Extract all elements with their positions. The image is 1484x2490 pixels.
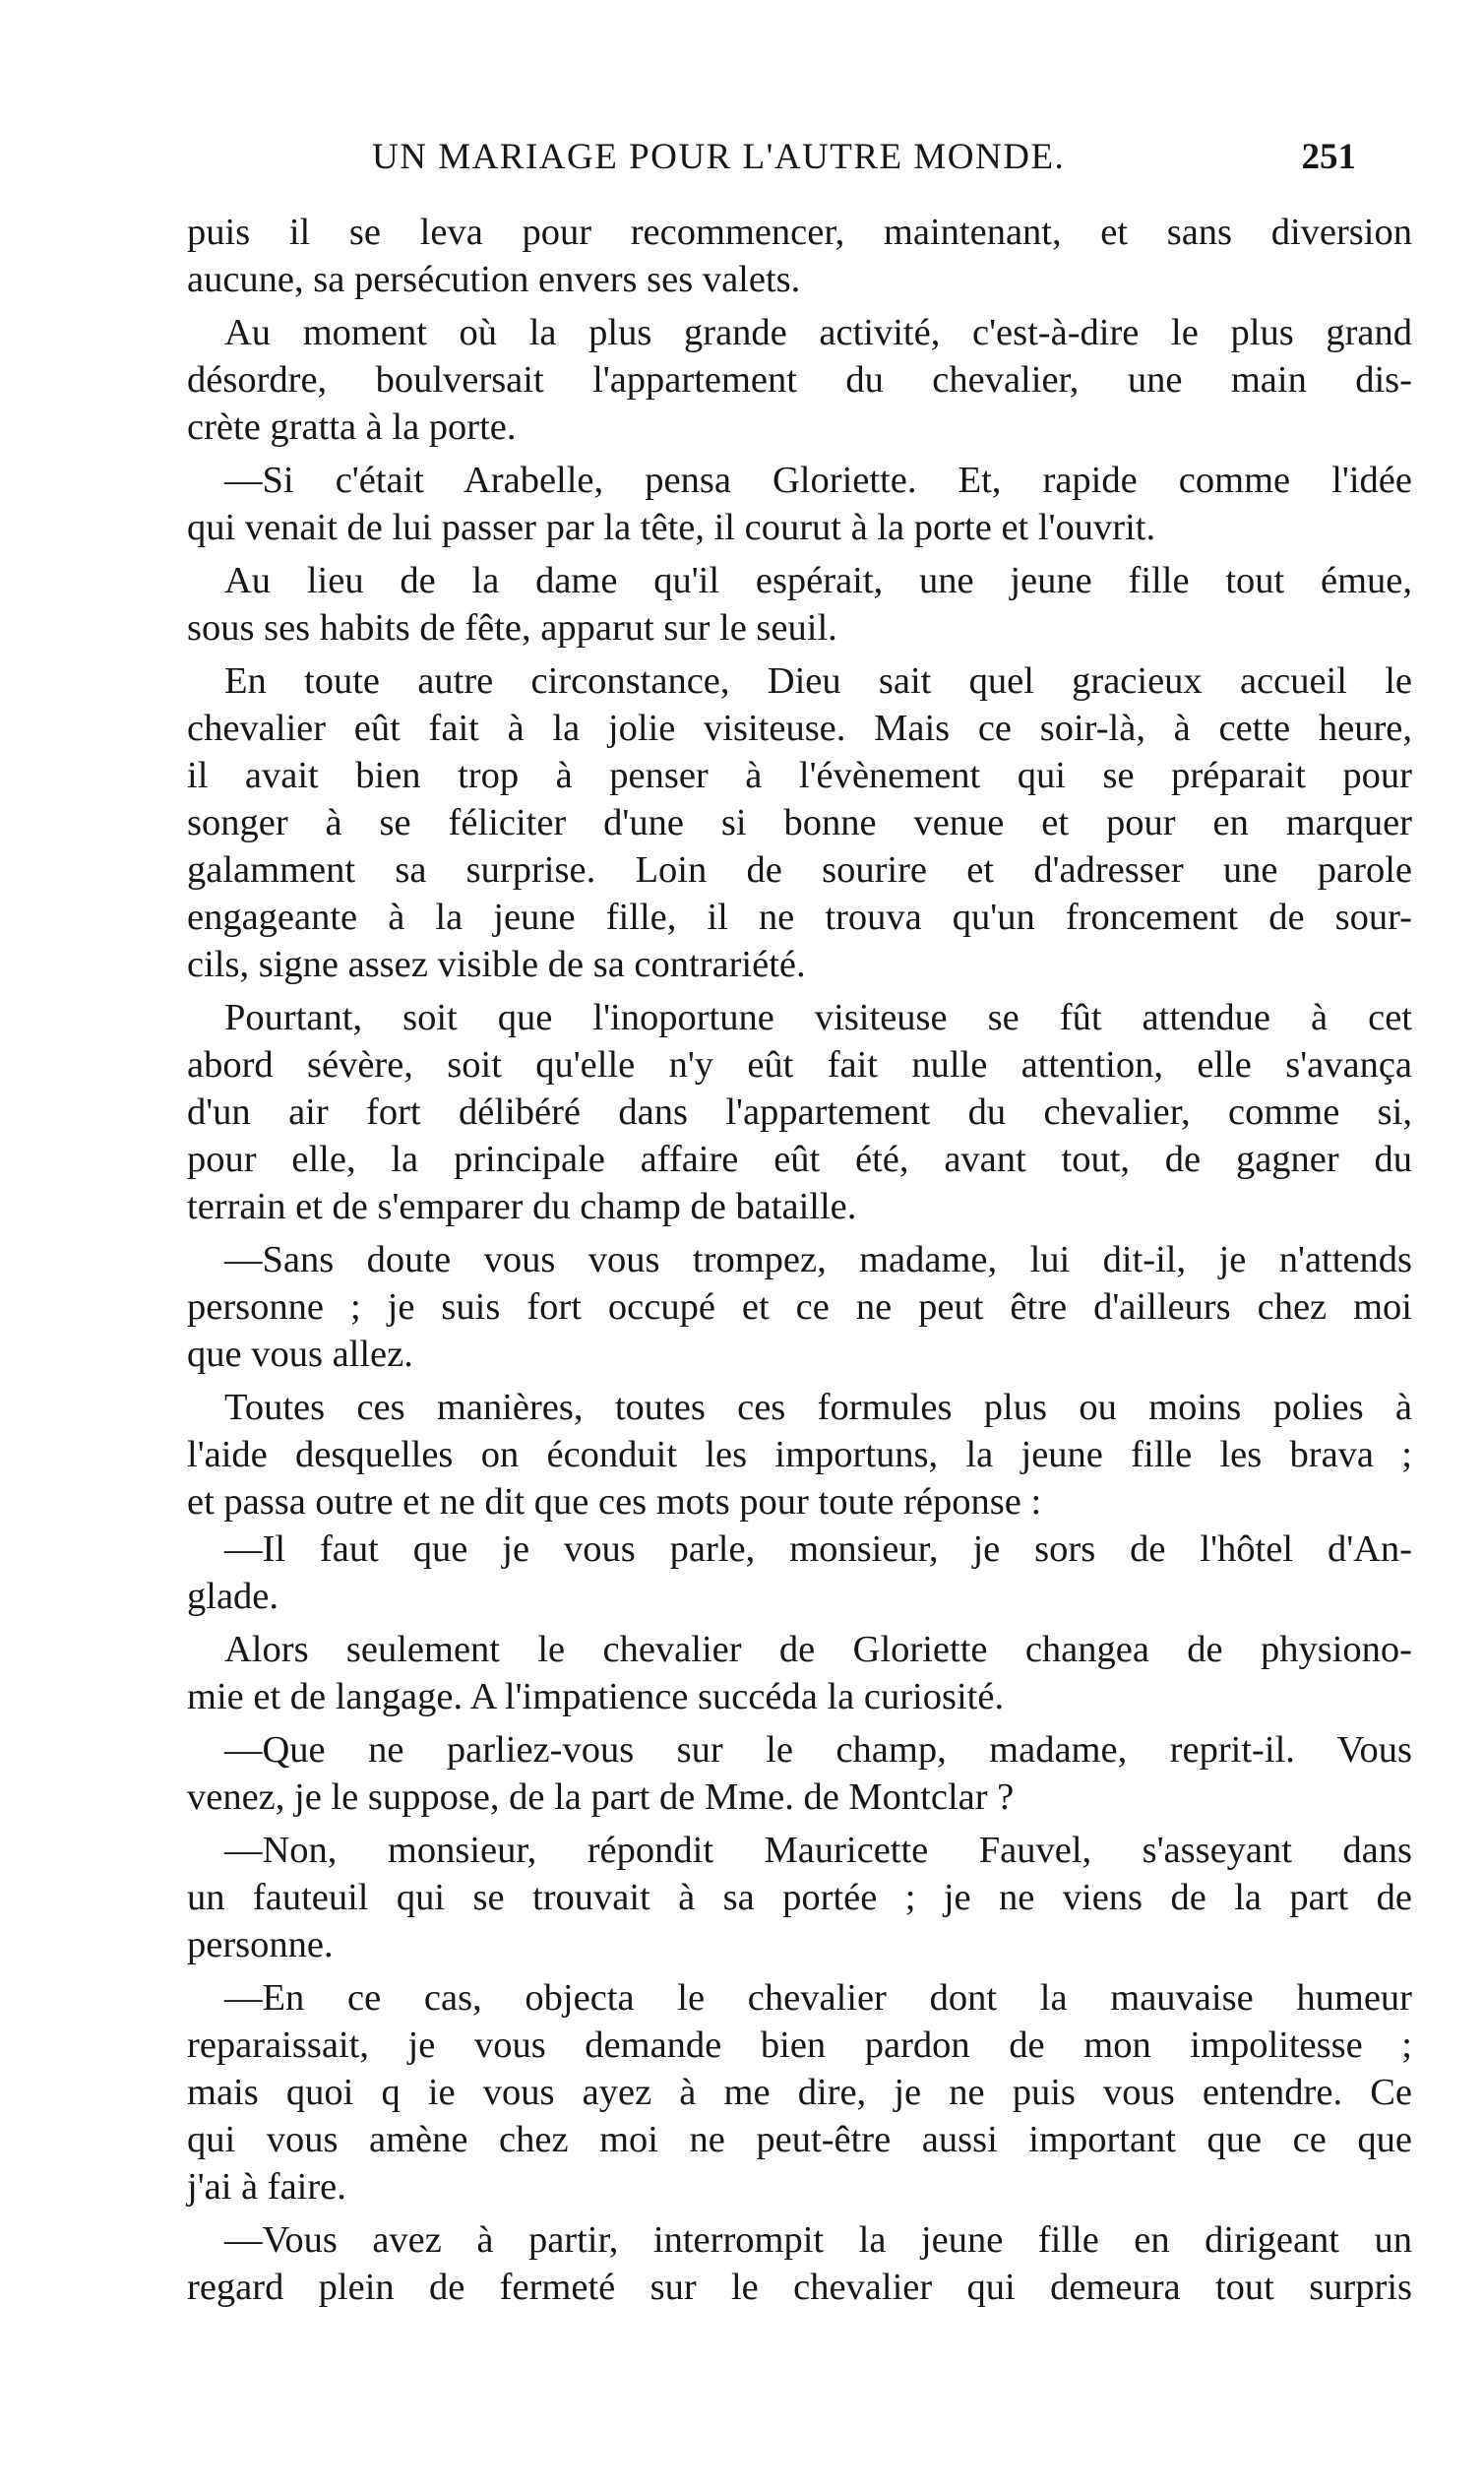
- text-line: personne ; je suis fort occupé et ce ne peut être d'ailleurs chez moi: [187, 1286, 1412, 1328]
- text-line: chevalier eût fait à la jolie visiteuse. Mais ce soir-là, à cette heure,: [187, 708, 1412, 749]
- text-line: —Que ne parliez-vous sur le champ, madame, reprit-il. Vous: [224, 1729, 1412, 1771]
- text-line: venez, je le suppose, de la part de Mme. de Montclar ?: [187, 1776, 1015, 1818]
- text-line: Alors seulement le chevalier de Gloriette changea de physiono-: [224, 1629, 1412, 1670]
- running-title: UN MARIAGE POUR L'AUTRE MONDE.: [372, 137, 1066, 177]
- text-line: qui vous amène chez moi ne peut-être aussi important que ce que: [187, 2119, 1412, 2160]
- text-line: sous ses habits de fête, apparut sur le seuil.: [187, 607, 837, 649]
- text-line: Toutes ces manières, toutes ces formules plus ou moins polies à: [224, 1387, 1412, 1428]
- text-line: crète gratta à la porte.: [187, 406, 517, 448]
- text-line: et passa outre et ne dit que ces mots pour toute réponse :: [187, 1481, 1042, 1523]
- text-line: galamment sa surprise. Loin de sourire et d'adresser une parole: [187, 849, 1412, 891]
- text-line: —Vous avez à partir, interrompit la jeune fille en dirigeant un: [224, 2219, 1412, 2261]
- text-line: abord sévère, soit qu'elle n'y eût fait nulle attention, elle s'avança: [187, 1044, 1412, 1086]
- text-line: —Il faut que je vous parle, monsieur, je sors de l'hôtel d'An-: [224, 1528, 1412, 1570]
- text-line: glade.: [187, 1576, 278, 1617]
- text-line: engageante à la jeune fille, il ne trouva qu'un froncement de sour-: [187, 897, 1412, 938]
- text-line: d'un air fort délibéré dans l'appartement du chevalier, comme si,: [187, 1091, 1412, 1133]
- text-line: songer à se féliciter d'une si bonne venue et pour en marquer: [187, 802, 1412, 843]
- text-line: qui venait de lui passer par la tête, il courut à la porte et l'ouvrit.: [187, 507, 1156, 548]
- page-header: [175, 136, 1356, 185]
- text-line: —En ce cas, objecta le chevalier dont la mauvaise humeur: [224, 1977, 1412, 2019]
- text-line: —Si c'était Arabelle, pensa Gloriette. Et, rapide comme l'idée: [224, 460, 1412, 501]
- text-line: regard plein de fermeté sur le chevalier qui demeura tout surpris: [187, 2267, 1412, 2308]
- text-line: En toute autre circonstance, Dieu sait quel gracieux accueil le: [224, 660, 1412, 702]
- text-line: mais quoi q ie vous ayez à me dire, je ne puis vous entendre. Ce: [187, 2072, 1412, 2113]
- text-line: cils, signe assez visible de sa contrariété.: [187, 944, 806, 985]
- text-line: l'aide desquelles on éconduit les importuns, la jeune fille les brava ;: [187, 1434, 1412, 1475]
- text-line: que vous allez.: [187, 1334, 413, 1375]
- text-line: reparaissait, je vous demande bien pardon de mon impolitesse ;: [187, 2024, 1412, 2066]
- text-line: pour elle, la principale affaire eût été, avant tout, de gagner du: [187, 1139, 1412, 1180]
- text-line: désordre, boulversait l'appartement du chevalier, une main dis-: [187, 359, 1412, 401]
- text-line: —Non, monsieur, répondit Mauricette Fauvel, s'asseyant dans: [224, 1830, 1412, 1871]
- text-line: terrain et de s'emparer du champ de bataille.: [187, 1186, 857, 1227]
- text-line: personne.: [187, 1924, 334, 1965]
- text-line: puis il se leva pour recommencer, maintenant, et sans diversion: [187, 212, 1412, 253]
- page-number: 251: [1301, 137, 1356, 177]
- text-line: Au moment où la plus grande activité, c'est-à-dire le plus grand: [224, 312, 1412, 353]
- text-line: Pourtant, soit que l'inoportune visiteuse se fût attendue à cet: [224, 997, 1412, 1038]
- text-line: aucune, sa persécution envers ses valets.: [187, 259, 801, 300]
- text-line: Au lieu de la dame qu'il espérait, une jeune fille tout émue,: [224, 560, 1412, 601]
- text-line: —Sans doute vous vous trompez, madame, lui dit-il, je n'attends: [224, 1239, 1412, 1280]
- text-line: un fauteuil qui se trouvait à sa portée ; je ne viens de la part de: [187, 1877, 1412, 1918]
- text-line: mie et de langage. A l'impatience succéda la curiosité.: [187, 1676, 1005, 1717]
- body-text: [187, 209, 1412, 2311]
- text-line: il avait bien trop à penser à l'évènement qui se préparait pour: [187, 755, 1412, 796]
- text-line: j'ai à faire.: [187, 2166, 346, 2208]
